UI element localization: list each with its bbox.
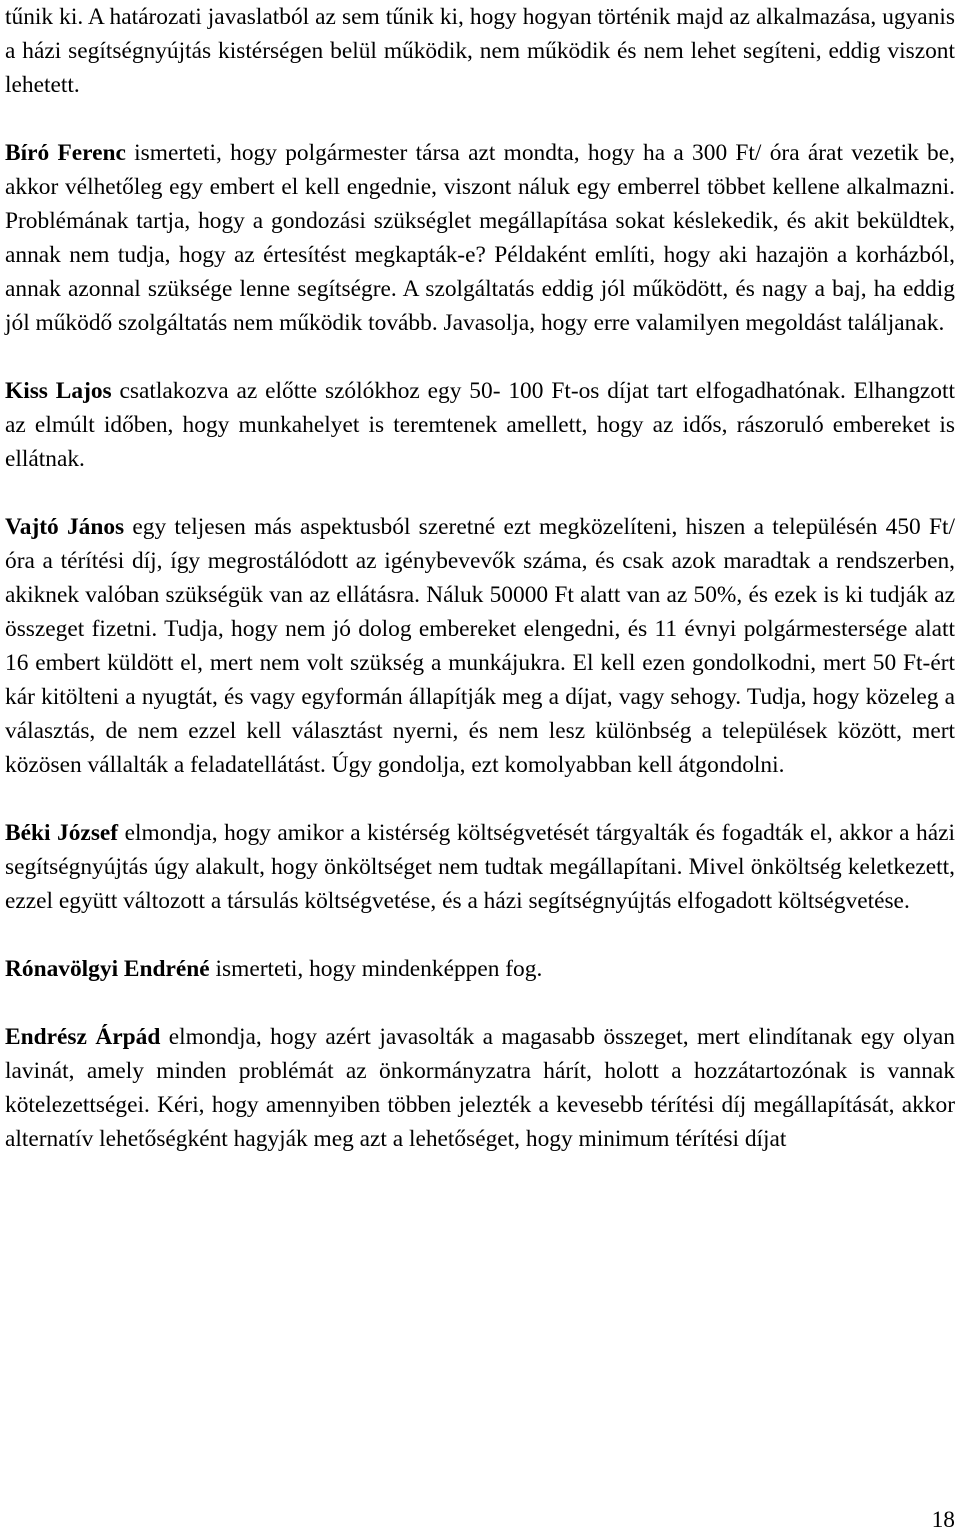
paragraph-text: tűnik ki. A határozati javaslatból az sem tűnik ki, hogy hogyan történik majd az alkalmazása, ugyanis a házi segítségnyújtás kistérségen belül működik, nem működik és nem lehet segíteni, eddig viszont lehetett.	[5, 4, 955, 98]
paragraph-kiss-lajos	[5, 374, 955, 476]
paragraph-gap	[5, 340, 955, 374]
document-page	[5, 0, 955, 1156]
paragraph-biro-ferenc	[5, 136, 955, 340]
speaker-name: Endrész Árpád	[5, 1024, 161, 1050]
speaker-name: Bíró Ferenc	[5, 140, 126, 166]
paragraph-gap	[5, 918, 955, 952]
paragraph-text: ismerteti, hogy mindenképpen fog.	[209, 956, 543, 982]
speaker-name: Vajtó János	[5, 514, 125, 540]
paragraph-text: ismerteti, hogy polgármester társa azt mondta, hogy ha a 300 Ft/ óra árat vezetik be, akkor vélhetőleg egy embert el kell engednie, viszont náluk egy emberrel többet kellene alkalmazni. Problémának tartja, hogy a gondozási szükséglet megállapítása sokat késlekedik, és akit beküldtek, annak nem tudja, hogy az értesítést megkapták-e? Példaként említi, hogy aki hazajön a korházból, annak azonnal szüksége lenne segítségre. A szolgáltatás eddig jól működött, és nagy a baj, ha eddig jól működő szolgáltatás nem működik tovább. Javasolja, hogy erre valamilyen megoldást találjanak.	[5, 140, 955, 336]
paragraph-vajto-janos	[5, 510, 955, 782]
paragraph-ronavolgyi-endrene	[5, 952, 955, 986]
paragraph-gap	[5, 986, 955, 1020]
paragraph-gap	[5, 782, 955, 816]
paragraph-gap	[5, 476, 955, 510]
paragraph-endresz-arpad	[5, 1020, 955, 1156]
paragraph-text: elmondja, hogy azért javasolták a magasabb összeget, mert elindítanak egy olyan lavinát, amely minden problémát az önkormányzatra hárít, holott a hozzátartozónak is vannak kötelezettségei. Kéri, hogy amennyiben többen jelezték a kevesebb térítési díj megállapítását, akkor alternatív lehetőségként hagyják meg azt a lehetőséget, hogy minimum térítési díjat	[5, 1024, 955, 1152]
paragraph-text: csatlakozva az előtte szólókhoz egy 50- 100 Ft-os díjat tart elfogadhatónak. Elhangzott az elmúlt időben, hogy munkahelyet is teremtenek amellett, hogy az idős, rászoruló embereket is ellátnak.	[5, 378, 955, 472]
speaker-name: Béki József	[5, 820, 119, 846]
paragraph-intro	[5, 0, 955, 102]
speaker-name: Rónavölgyi Endréné	[5, 956, 210, 982]
page-number: 18	[931, 1507, 955, 1533]
paragraph-text: elmondja, hogy amikor a kistérség költségvetését tárgyalták és fogadták el, akkor a házi segítségnyújtás úgy alakult, hogy önköltséget nem tudtak megállapítani. Mivel önköltség keletkezett, ezzel együtt változott a társulás költségvetése, és a házi segítségnyújtás elfogadott költségvetése.	[5, 820, 955, 914]
paragraph-gap	[5, 102, 955, 136]
paragraph-text: egy teljesen más aspektusból szeretné ezt megközelíteni, hiszen a településén 450 Ft/ óra a térítési díj, így megrostálódott az igénybevevők száma, és csak azok maradtak a rendszerben, akiknek valóban szükségük van az ellátásra. Náluk 50000 Ft alatt van az 50%, és ezek is ki tudják az összeget fizetni. Tudja, hogy nem jó dolog embereket elengedni, és 11 évnyi polgármestersége alatt 16 embert küldött el, mert nem volt szükség a munkájukra. El kell ezen gondolkodni, mert 50 Ft-ért kár kitölteni a nyugtát, és vagy egyformán állapítják meg a díjat, vagy sehogy. Tudja, hogy közeleg a választás, de nem ezzel kell választást nyerni, és nem lesz különbség a települések között, mert közösen vállalták a feladatellátást. Úgy gondolja, ezt komolyabban kell átgondolni.	[5, 514, 955, 778]
paragraph-beki-jozsef	[5, 816, 955, 918]
speaker-name: Kiss Lajos	[5, 378, 112, 404]
